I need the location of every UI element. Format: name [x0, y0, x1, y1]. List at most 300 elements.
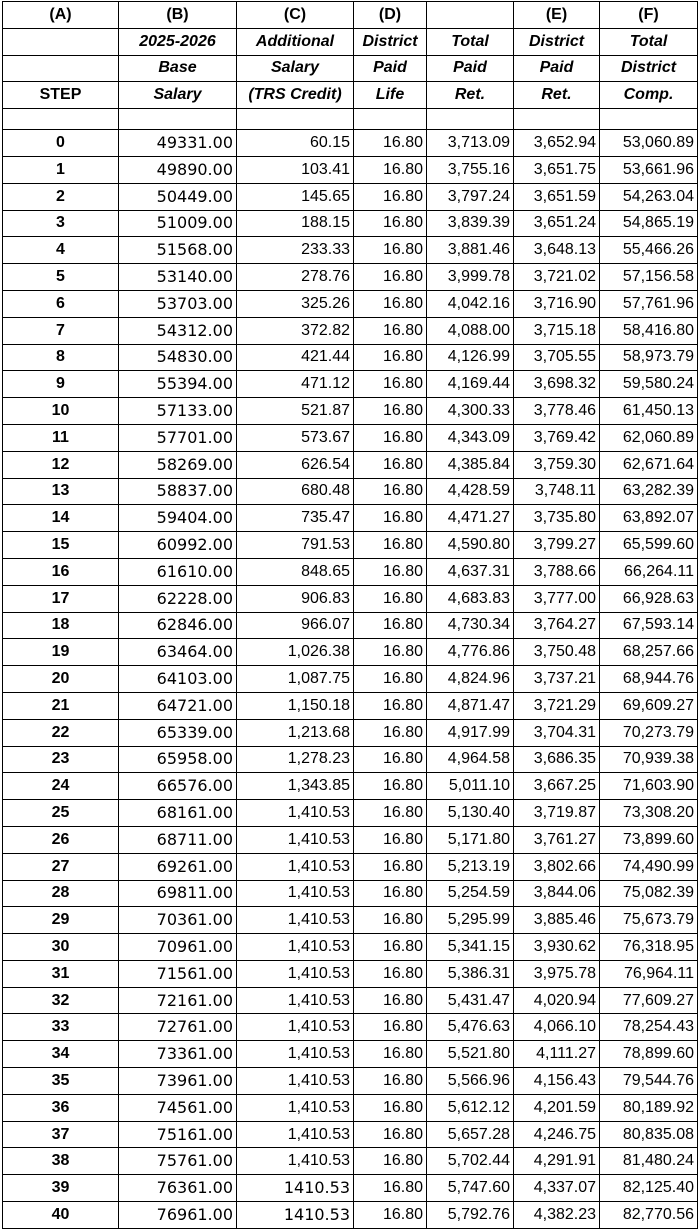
table-row: [3, 907, 698, 934]
step-cell: 0: [3, 130, 119, 157]
table-row: [3, 183, 698, 210]
total-district-comp-cell: 82,125.40: [600, 1175, 698, 1202]
additional-salary-cell: 372.82: [237, 317, 354, 344]
total-paid-ret-cell: 4,683.83: [427, 585, 514, 612]
district-paid-ret-cell: 3,705.55: [514, 344, 600, 371]
step-cell: 34: [3, 1041, 119, 1068]
district-paid-life-cell: 16.80: [354, 1121, 427, 1148]
district-paid-life-cell: 16.80: [354, 451, 427, 478]
step-cell: 18: [3, 612, 119, 639]
table-row: [3, 1094, 698, 1121]
table-row: [3, 853, 698, 880]
step-cell: 14: [3, 505, 119, 532]
total-paid-ret-cell: 4,126.99: [427, 344, 514, 371]
step-cell: 28: [3, 880, 119, 907]
step-cell: 35: [3, 1068, 119, 1095]
table-row: [3, 612, 698, 639]
district-paid-ret-cell: 3,735.80: [514, 505, 600, 532]
district-paid-life-cell: 16.80: [354, 237, 427, 264]
header-1-total-comp: Total: [600, 28, 698, 55]
table-row: [3, 1175, 698, 1202]
additional-salary-cell: 145.65: [237, 183, 354, 210]
district-paid-ret-cell: 3,704.31: [514, 719, 600, 746]
table-row: [3, 505, 698, 532]
header-2-additional: Salary: [237, 55, 354, 82]
additional-salary-cell: 1,410.53: [237, 1094, 354, 1121]
step-cell: 12: [3, 451, 119, 478]
table-row: [3, 585, 698, 612]
district-paid-ret-cell: 3,698.32: [514, 371, 600, 398]
step-cell: 25: [3, 800, 119, 827]
header-2-base: Base: [119, 55, 237, 82]
header-letter-f: (F): [600, 2, 698, 29]
base-salary-cell: 73361.00: [119, 1041, 237, 1068]
district-paid-life-cell: 16.80: [354, 826, 427, 853]
total-paid-ret-cell: 5,171.80: [427, 826, 514, 853]
table-row: [3, 639, 698, 666]
base-salary-cell: 76961.00: [119, 1202, 237, 1229]
additional-salary-cell: 325.26: [237, 290, 354, 317]
district-paid-ret-cell: 3,799.27: [514, 532, 600, 559]
district-paid-life-cell: 16.80: [354, 612, 427, 639]
step-cell: 26: [3, 826, 119, 853]
total-district-comp-cell: 73,899.60: [600, 826, 698, 853]
district-paid-ret-cell: 3,651.59: [514, 183, 600, 210]
district-paid-ret-cell: 3,719.87: [514, 800, 600, 827]
step-cell: 10: [3, 398, 119, 425]
base-salary-cell: 70961.00: [119, 934, 237, 961]
district-paid-life-cell: 16.80: [354, 558, 427, 585]
spacer-cell: [3, 109, 119, 130]
district-paid-ret-cell: 3,667.25: [514, 773, 600, 800]
base-salary-cell: 53703.00: [119, 290, 237, 317]
base-salary-cell: 54312.00: [119, 317, 237, 344]
header-1-step: [3, 28, 119, 55]
district-paid-life-cell: 16.80: [354, 156, 427, 183]
total-district-comp-cell: 75,082.39: [600, 880, 698, 907]
step-cell: 33: [3, 1014, 119, 1041]
base-salary-cell: 58269.00: [119, 451, 237, 478]
total-paid-ret-cell: 5,702.44: [427, 1148, 514, 1175]
header-row-1: [3, 28, 698, 55]
additional-salary-cell: 1,410.53: [237, 800, 354, 827]
base-salary-cell: 73961.00: [119, 1068, 237, 1095]
total-paid-ret-cell: 5,521.80: [427, 1041, 514, 1068]
total-district-comp-cell: 79,544.76: [600, 1068, 698, 1095]
additional-salary-cell: 233.33: [237, 237, 354, 264]
base-salary-cell: 64721.00: [119, 692, 237, 719]
additional-salary-cell: 1,410.53: [237, 1014, 354, 1041]
table-row: [3, 317, 698, 344]
table-row: [3, 290, 698, 317]
total-district-comp-cell: 54,865.19: [600, 210, 698, 237]
district-paid-ret-cell: 3,777.00: [514, 585, 600, 612]
table-row: [3, 344, 698, 371]
total-district-comp-cell: 55,466.26: [600, 237, 698, 264]
district-paid-ret-cell: 3,651.24: [514, 210, 600, 237]
district-paid-ret-cell: 3,716.90: [514, 290, 600, 317]
district-paid-ret-cell: 3,686.35: [514, 746, 600, 773]
base-salary-cell: 60992.00: [119, 532, 237, 559]
total-district-comp-cell: 66,264.11: [600, 558, 698, 585]
district-paid-life-cell: 16.80: [354, 880, 427, 907]
total-paid-ret-cell: 4,471.27: [427, 505, 514, 532]
district-paid-life-cell: 16.80: [354, 639, 427, 666]
additional-salary-cell: 103.41: [237, 156, 354, 183]
table-row: [3, 424, 698, 451]
district-paid-life-cell: 16.80: [354, 210, 427, 237]
additional-salary-cell: 471.12: [237, 371, 354, 398]
additional-salary-cell: 1,410.53: [237, 1068, 354, 1095]
header-letter-a: (A): [3, 2, 119, 29]
total-district-comp-cell: 59,580.24: [600, 371, 698, 398]
header-1-life: District: [354, 28, 427, 55]
district-paid-ret-cell: 3,651.75: [514, 156, 600, 183]
base-salary-cell: 53140.00: [119, 264, 237, 291]
base-salary-cell: 49890.00: [119, 156, 237, 183]
total-district-comp-cell: 58,416.80: [600, 317, 698, 344]
total-paid-ret-cell: 3,713.09: [427, 130, 514, 157]
base-salary-cell: 51568.00: [119, 237, 237, 264]
total-paid-ret-cell: 5,295.99: [427, 907, 514, 934]
district-paid-life-cell: 16.80: [354, 585, 427, 612]
total-paid-ret-cell: 4,300.33: [427, 398, 514, 425]
additional-salary-cell: 966.07: [237, 612, 354, 639]
table-row: [3, 746, 698, 773]
district-paid-life-cell: 16.80: [354, 505, 427, 532]
total-district-comp-cell: 73,308.20: [600, 800, 698, 827]
header-3-total-comp: Comp.: [600, 82, 698, 109]
total-paid-ret-cell: 5,341.15: [427, 934, 514, 961]
header-letter-c: (C): [237, 2, 354, 29]
header-row-2: [3, 55, 698, 82]
base-salary-cell: 69261.00: [119, 853, 237, 880]
step-cell: 19: [3, 639, 119, 666]
district-paid-ret-cell: 4,111.27: [514, 1041, 600, 1068]
table-row: [3, 398, 698, 425]
header-letter-d: (D): [354, 2, 427, 29]
base-salary-cell: 63464.00: [119, 639, 237, 666]
district-paid-ret-cell: 3,975.78: [514, 960, 600, 987]
table-row: [3, 880, 698, 907]
total-paid-ret-cell: 5,386.31: [427, 960, 514, 987]
district-paid-life-cell: 16.80: [354, 746, 427, 773]
total-district-comp-cell: 54,263.04: [600, 183, 698, 210]
total-district-comp-cell: 53,661.96: [600, 156, 698, 183]
total-district-comp-cell: 65,599.60: [600, 532, 698, 559]
additional-salary-cell: 1,410.53: [237, 853, 354, 880]
district-paid-life-cell: 16.80: [354, 800, 427, 827]
header-3-step: STEP: [3, 82, 119, 109]
district-paid-ret-cell: 3,761.27: [514, 826, 600, 853]
additional-salary-cell: 1,410.53: [237, 907, 354, 934]
district-paid-life-cell: 16.80: [354, 1148, 427, 1175]
base-salary-cell: 69811.00: [119, 880, 237, 907]
header-letter-e: (E): [514, 2, 600, 29]
base-salary-cell: 59404.00: [119, 505, 237, 532]
district-paid-ret-cell: 3,764.27: [514, 612, 600, 639]
total-paid-ret-cell: 4,169.44: [427, 371, 514, 398]
header-3-additional: (TRS Credit): [237, 82, 354, 109]
district-paid-life-cell: 16.80: [354, 264, 427, 291]
additional-salary-cell: 1,410.53: [237, 1041, 354, 1068]
base-salary-cell: 66576.00: [119, 773, 237, 800]
total-paid-ret-cell: 5,612.12: [427, 1094, 514, 1121]
step-cell: 30: [3, 934, 119, 961]
district-paid-life-cell: 16.80: [354, 773, 427, 800]
district-paid-ret-cell: 3,885.46: [514, 907, 600, 934]
additional-salary-cell: 1,410.53: [237, 880, 354, 907]
total-district-comp-cell: 75,673.79: [600, 907, 698, 934]
table-row: [3, 1202, 698, 1229]
total-paid-ret-cell: 3,839.39: [427, 210, 514, 237]
district-paid-ret-cell: 4,156.43: [514, 1068, 600, 1095]
table-row: [3, 1041, 698, 1068]
base-salary-cell: 50449.00: [119, 183, 237, 210]
additional-salary-cell: 421.44: [237, 344, 354, 371]
header-row-letters: [3, 2, 698, 29]
base-salary-cell: 57701.00: [119, 424, 237, 451]
district-paid-ret-cell: 3,748.11: [514, 478, 600, 505]
district-paid-life-cell: 16.80: [354, 1094, 427, 1121]
header-2-step: [3, 55, 119, 82]
total-district-comp-cell: 71,603.90: [600, 773, 698, 800]
district-paid-life-cell: 16.80: [354, 934, 427, 961]
district-paid-ret-cell: 3,930.62: [514, 934, 600, 961]
step-cell: 4: [3, 237, 119, 264]
step-cell: 1: [3, 156, 119, 183]
district-paid-ret-cell: 4,066.10: [514, 1014, 600, 1041]
district-paid-life-cell: 16.80: [354, 183, 427, 210]
district-paid-ret-cell: 3,721.02: [514, 264, 600, 291]
step-cell: 22: [3, 719, 119, 746]
base-salary-cell: 55394.00: [119, 371, 237, 398]
step-cell: 27: [3, 853, 119, 880]
base-salary-cell: 62228.00: [119, 585, 237, 612]
table-row: [3, 666, 698, 693]
table-row: [3, 1014, 698, 1041]
district-paid-life-cell: 16.80: [354, 1041, 427, 1068]
district-paid-ret-cell: 3,769.42: [514, 424, 600, 451]
base-salary-cell: 74561.00: [119, 1094, 237, 1121]
total-paid-ret-cell: 5,747.60: [427, 1175, 514, 1202]
spacer-cell: [514, 109, 600, 130]
total-district-comp-cell: 63,282.39: [600, 478, 698, 505]
table-row: [3, 960, 698, 987]
additional-salary-cell: 791.53: [237, 532, 354, 559]
base-salary-cell: 65339.00: [119, 719, 237, 746]
table-row: [3, 1068, 698, 1095]
total-paid-ret-cell: 3,881.46: [427, 237, 514, 264]
total-district-comp-cell: 78,899.60: [600, 1041, 698, 1068]
base-salary-cell: 51009.00: [119, 210, 237, 237]
district-paid-ret-cell: 3,844.06: [514, 880, 600, 907]
total-district-comp-cell: 61,450.13: [600, 398, 698, 425]
additional-salary-cell: 188.15: [237, 210, 354, 237]
total-paid-ret-cell: 4,964.58: [427, 746, 514, 773]
step-cell: 16: [3, 558, 119, 585]
total-district-comp-cell: 76,318.95: [600, 934, 698, 961]
table-row: [3, 156, 698, 183]
district-paid-ret-cell: 3,721.29: [514, 692, 600, 719]
total-district-comp-cell: 69,609.27: [600, 692, 698, 719]
spacer-cell: [354, 109, 427, 130]
base-salary-cell: 49331.00: [119, 130, 237, 157]
district-paid-ret-cell: 3,750.48: [514, 639, 600, 666]
district-paid-ret-cell: 4,382.23: [514, 1202, 600, 1229]
district-paid-ret-cell: 3,648.13: [514, 237, 600, 264]
table-row: [3, 237, 698, 264]
table-row: [3, 558, 698, 585]
district-paid-life-cell: 16.80: [354, 666, 427, 693]
additional-salary-cell: 1,410.53: [237, 934, 354, 961]
header-1-total-ret: Total: [427, 28, 514, 55]
header-1-district-ret: District: [514, 28, 600, 55]
step-cell: 17: [3, 585, 119, 612]
district-paid-life-cell: 16.80: [354, 478, 427, 505]
header-3-life: Life: [354, 82, 427, 109]
total-district-comp-cell: 80,189.92: [600, 1094, 698, 1121]
step-cell: 7: [3, 317, 119, 344]
district-paid-life-cell: 16.80: [354, 1202, 427, 1229]
base-salary-cell: 58837.00: [119, 478, 237, 505]
additional-salary-cell: 278.76: [237, 264, 354, 291]
total-paid-ret-cell: 4,042.16: [427, 290, 514, 317]
step-cell: 9: [3, 371, 119, 398]
total-paid-ret-cell: 5,792.76: [427, 1202, 514, 1229]
additional-salary-cell: 1,278.23: [237, 746, 354, 773]
base-salary-cell: 72761.00: [119, 1014, 237, 1041]
district-paid-life-cell: 16.80: [354, 317, 427, 344]
additional-salary-cell: 906.83: [237, 585, 354, 612]
base-salary-cell: 68161.00: [119, 800, 237, 827]
district-paid-ret-cell: 3,715.18: [514, 317, 600, 344]
salary-schedule-table: [2, 1, 698, 1229]
total-paid-ret-cell: 5,476.63: [427, 1014, 514, 1041]
table-row: [3, 987, 698, 1014]
district-paid-ret-cell: 3,652.94: [514, 130, 600, 157]
district-paid-life-cell: 16.80: [354, 692, 427, 719]
total-paid-ret-cell: 5,657.28: [427, 1121, 514, 1148]
total-paid-ret-cell: 4,088.00: [427, 317, 514, 344]
additional-salary-cell: 1,087.75: [237, 666, 354, 693]
district-paid-life-cell: 16.80: [354, 130, 427, 157]
district-paid-life-cell: 16.80: [354, 344, 427, 371]
step-cell: 11: [3, 424, 119, 451]
total-district-comp-cell: 82,770.56: [600, 1202, 698, 1229]
header-1-additional: Additional: [237, 28, 354, 55]
step-cell: 21: [3, 692, 119, 719]
total-paid-ret-cell: 3,999.78: [427, 264, 514, 291]
total-district-comp-cell: 77,609.27: [600, 987, 698, 1014]
table-row: [3, 264, 698, 291]
total-district-comp-cell: 74,490.99: [600, 853, 698, 880]
spacer-row: [3, 109, 698, 130]
district-paid-ret-cell: 3,788.66: [514, 558, 600, 585]
total-district-comp-cell: 57,156.58: [600, 264, 698, 291]
step-cell: 31: [3, 960, 119, 987]
additional-salary-cell: 1,410.53: [237, 960, 354, 987]
additional-salary-cell: 1,410.53: [237, 1121, 354, 1148]
total-district-comp-cell: 66,928.63: [600, 585, 698, 612]
total-paid-ret-cell: 4,871.47: [427, 692, 514, 719]
table-header: [3, 2, 698, 109]
total-paid-ret-cell: 4,824.96: [427, 666, 514, 693]
header-letter-total: [427, 2, 514, 29]
district-paid-ret-cell: 4,246.75: [514, 1121, 600, 1148]
header-row-3: [3, 82, 698, 109]
district-paid-life-cell: 16.80: [354, 960, 427, 987]
spacer-cell: [600, 109, 698, 130]
district-paid-ret-cell: 3,802.66: [514, 853, 600, 880]
district-paid-life-cell: 16.80: [354, 1068, 427, 1095]
header-3-district-ret: Ret.: [514, 82, 600, 109]
step-cell: 15: [3, 532, 119, 559]
total-district-comp-cell: 63,892.07: [600, 505, 698, 532]
table-row: [3, 934, 698, 961]
total-district-comp-cell: 57,761.96: [600, 290, 698, 317]
additional-salary-cell: 1,150.18: [237, 692, 354, 719]
additional-salary-cell: 1,213.68: [237, 719, 354, 746]
total-district-comp-cell: 53,060.89: [600, 130, 698, 157]
table-body: [3, 109, 698, 1229]
district-paid-life-cell: 16.80: [354, 371, 427, 398]
total-paid-ret-cell: 5,254.59: [427, 880, 514, 907]
step-cell: 23: [3, 746, 119, 773]
additional-salary-cell: 1,410.53: [237, 826, 354, 853]
total-paid-ret-cell: 4,590.80: [427, 532, 514, 559]
total-paid-ret-cell: 4,385.84: [427, 451, 514, 478]
step-cell: 2: [3, 183, 119, 210]
total-district-comp-cell: 70,273.79: [600, 719, 698, 746]
total-paid-ret-cell: 4,917.99: [427, 719, 514, 746]
step-cell: 24: [3, 773, 119, 800]
table-row: [3, 800, 698, 827]
base-salary-cell: 68711.00: [119, 826, 237, 853]
district-paid-ret-cell: 3,759.30: [514, 451, 600, 478]
header-2-district-ret: Paid: [514, 55, 600, 82]
step-cell: 20: [3, 666, 119, 693]
district-paid-life-cell: 16.80: [354, 398, 427, 425]
table-row: [3, 1148, 698, 1175]
total-paid-ret-cell: 4,730.34: [427, 612, 514, 639]
district-paid-ret-cell: 3,737.21: [514, 666, 600, 693]
base-salary-cell: 72161.00: [119, 987, 237, 1014]
base-salary-cell: 76361.00: [119, 1175, 237, 1202]
spacer-cell: [237, 109, 354, 130]
table-row: [3, 826, 698, 853]
step-cell: 40: [3, 1202, 119, 1229]
table-row: [3, 773, 698, 800]
additional-salary-cell: 60.15: [237, 130, 354, 157]
header-2-total-comp: District: [600, 55, 698, 82]
table-row: [3, 451, 698, 478]
total-district-comp-cell: 67,593.14: [600, 612, 698, 639]
step-cell: 13: [3, 478, 119, 505]
total-district-comp-cell: 68,257.66: [600, 639, 698, 666]
base-salary-cell: 75161.00: [119, 1121, 237, 1148]
additional-salary-cell: 626.54: [237, 451, 354, 478]
table-row: [3, 130, 698, 157]
additional-salary-cell: 1,410.53: [237, 1148, 354, 1175]
table-row: [3, 210, 698, 237]
step-cell: 37: [3, 1121, 119, 1148]
district-paid-life-cell: 16.80: [354, 424, 427, 451]
total-paid-ret-cell: 5,566.96: [427, 1068, 514, 1095]
table-row: [3, 692, 698, 719]
total-district-comp-cell: 78,254.43: [600, 1014, 698, 1041]
header-1-base: 2025-2026: [119, 28, 237, 55]
